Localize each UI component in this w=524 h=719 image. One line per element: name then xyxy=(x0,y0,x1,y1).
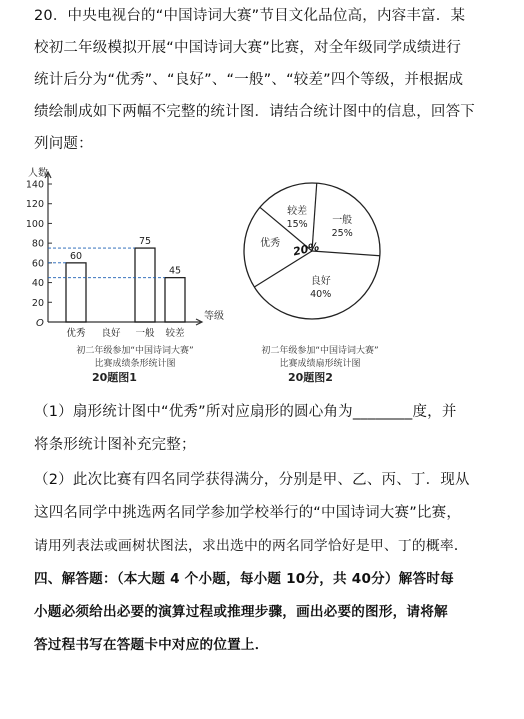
bar-chart-figure-label: 20题图1 xyxy=(92,371,137,384)
bar-value-label: 45 xyxy=(168,265,182,277)
y-tick-label: 60 xyxy=(31,258,44,270)
section4-line-2: 小题必须给出必要的演算过程或推理步骤，画出必要的图形，请将解 xyxy=(34,604,448,620)
y-tick-label: 40 xyxy=(31,278,44,290)
pie-slice-label: 良好 xyxy=(310,275,331,287)
pie-slice-percent: 25% xyxy=(331,227,353,239)
bar-value-label: 60 xyxy=(69,250,83,262)
bar-layer xyxy=(26,166,224,339)
bar xyxy=(165,278,185,322)
y-tick-label: 20 xyxy=(31,297,44,309)
pie-slice-percent: 40% xyxy=(310,288,332,300)
pie-slice-edge xyxy=(312,251,380,256)
question-1-line-1: （1）扇形统计图中“优秀”所对应扇形的圆心角为________度，并 xyxy=(34,404,457,420)
pie-slice-percent: 15% xyxy=(286,219,308,231)
x-tick-label: 较差 xyxy=(165,328,185,339)
problem-line-5: 列问题： xyxy=(34,136,93,152)
question-2-line-2: 这四名同学中挑选两名同学参加学校举行的“中国诗词大赛”比赛， xyxy=(34,505,462,521)
y-tick-label: 80 xyxy=(31,238,44,250)
problem-line-1: 20．中央电视台的“中国诗词大赛”节目文化品位高，内容丰富．某 xyxy=(34,8,466,24)
section4-line-3: 答过程书写在答题卡中对应的位置上． xyxy=(34,637,269,653)
pie-slice-label: 一般 xyxy=(332,214,353,226)
pie-slice-label: 较差 xyxy=(287,206,308,218)
bar-chart xyxy=(18,160,240,348)
y-tick-label: 100 xyxy=(25,218,44,230)
pie-slice-label: 优秀 xyxy=(260,238,281,250)
pie-layer xyxy=(244,183,380,319)
question-2-line-1: （2）此次比赛有四名同学获得满分，分别是甲、乙、丙、丁．现从 xyxy=(34,472,470,488)
problem-line-2: 校初二年级模拟开展“中国诗词大赛”比赛，对全年级同学成绩进行 xyxy=(34,40,462,56)
x-tick-label: 一般 xyxy=(135,328,155,339)
x-tick-label: 良好 xyxy=(101,328,121,339)
bar-chart-caption-2: 比赛成绩条形统计图 xyxy=(94,359,176,369)
x-axis-label: 等级 xyxy=(204,311,224,322)
bar xyxy=(135,248,155,322)
bar xyxy=(66,263,86,322)
problem-line-3: 统计后分为“优秀”、“良好”、“一般”、“较差”四个等级，并根据成 xyxy=(34,72,464,88)
y-tick-label: 120 xyxy=(25,199,44,211)
bar-chart-caption-1: 初二年级参加“中国诗词大赛” xyxy=(76,346,194,356)
pie-chart-caption-1: 初二年级参加“中国诗词大赛” xyxy=(261,346,379,356)
bar-value-label: 75 xyxy=(138,236,152,248)
x-tick-label: 优秀 xyxy=(66,328,86,339)
y-axis-label: 人数 xyxy=(28,168,48,179)
question-2-line-3: 请用列表法或画树状图法，求出选中的两名同学恰好是甲、丁的概率． xyxy=(34,538,468,554)
pie-chart-figure-label: 20题图2 xyxy=(288,371,333,384)
question-1-line-2: 将条形统计图补充完整； xyxy=(34,437,196,453)
problem-line-4: 绩绘制成如下两幅不完整的统计图．请结合统计图中的信息，回答下 xyxy=(34,104,475,120)
section4-line-1: 四、解答题：（本大题 4 个小题，每小题 10分，共 40分）解答时每 xyxy=(34,571,454,587)
pie-chart xyxy=(240,168,390,340)
y-tick-label: 140 xyxy=(25,179,44,191)
origin-label: O xyxy=(36,318,44,329)
pie-chart-caption-2: 比赛成绩扇形统计图 xyxy=(279,359,361,369)
handwritten-annotation: 20% xyxy=(291,240,321,259)
